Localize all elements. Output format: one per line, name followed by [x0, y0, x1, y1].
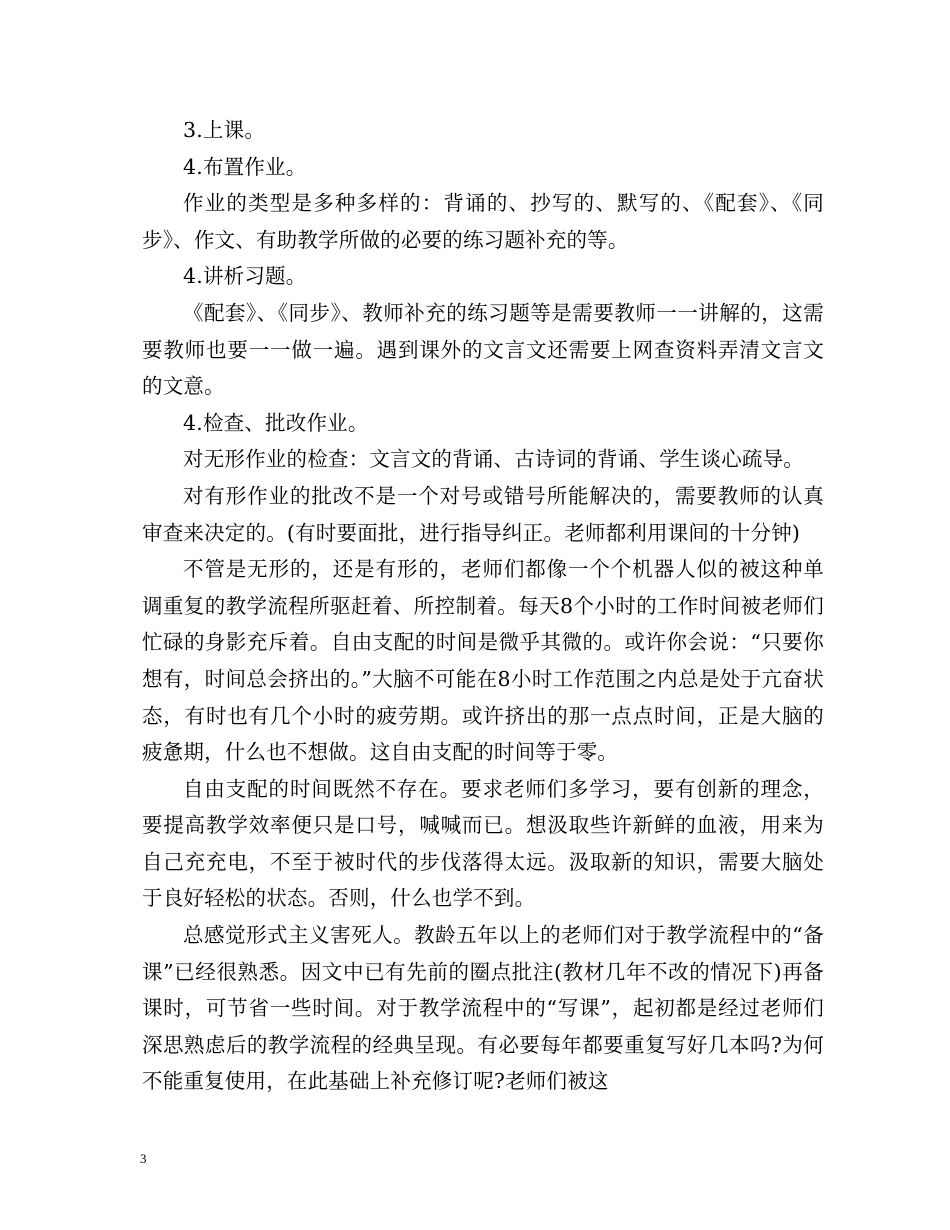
- paragraph-2: 4.布置作业。: [183, 154, 307, 179]
- page-number: 3: [140, 1151, 147, 1166]
- paragraph-7: 对无形作业的检查：文言文的背诵、古诗词的背诵、学生谈心疏导。: [183, 447, 804, 472]
- paragraph-8: 对有形作业的批改不是一个对号或错号所能解决的，需要教师的认真审查来决定的。(有时要面批，进行指导纠正。老师都利用课间的十分钟): [142, 483, 824, 545]
- paragraph-1: 3.上课。: [183, 118, 266, 142]
- paragraph-9: 不管是无形的，还是有形的，老师们都像一个个机器人似的被这种单调重复的教学流程所驱赶着、所控制着。每天8个小时的工作时间被老师们忙碌的身影充斥着。自由支配的时间是微乎其微的。或许你会说：“只要你想有，时间总会挤出的。”大脑不可能在8小时工作范围之内总是处于亢奋状态，有时也有几个小时的疲劳期。或许挤出的那一点点时间，正是大脑的疲惫期，什么也不想做。这自由支配的时间等于零。: [142, 557, 824, 765]
- body-text: [142, 112, 824, 1100]
- paragraph-10: 自由支配的时间既然不存在。要求老师们多学习，要有创新的理念，要提高教学效率便只是口号，喊喊而已。想汲取些许新鲜的血液，用来为自己充充电，不至于被时代的步伐落得太远。汲取新的知识，需要大脑处于良好轻松的状态。否则，什么也学不到。: [142, 776, 824, 911]
- paragraph-5: 《配套》、《同步》、教师补充的练习题等是需要教师一一讲解的，这需要教师也要一一做一遍。遇到课外的文言文还需要上网查资料弄清文言文的文意。: [142, 300, 824, 399]
- paragraph-4: 4.讲析习题。: [183, 264, 307, 289]
- paragraph-3: 作业的类型是多种多样的：背诵的、抄写的、默写的、《配套》、《同步》、作文、有助教学所做的必要的练习题补充的等。: [142, 191, 824, 252]
- paragraph-11: 总感觉形式主义害死人。教龄五年以上的老师们对于教学流程中的“备课”已经很熟悉。因文中已有先前的圈点批注(教材几年不改的情况下)再备课时，可节省一些时间。对于教学流程中的“写课”，起初都是经过老师们深思熟虑后的教学流程的经典呈现。有必要每年都要重复写好几本吗?为何不能重复使用，在此基础上补充修订呢?老师们被这: [142, 923, 824, 1094]
- paragraph-6: 4.检查、批改作业。: [183, 410, 369, 435]
